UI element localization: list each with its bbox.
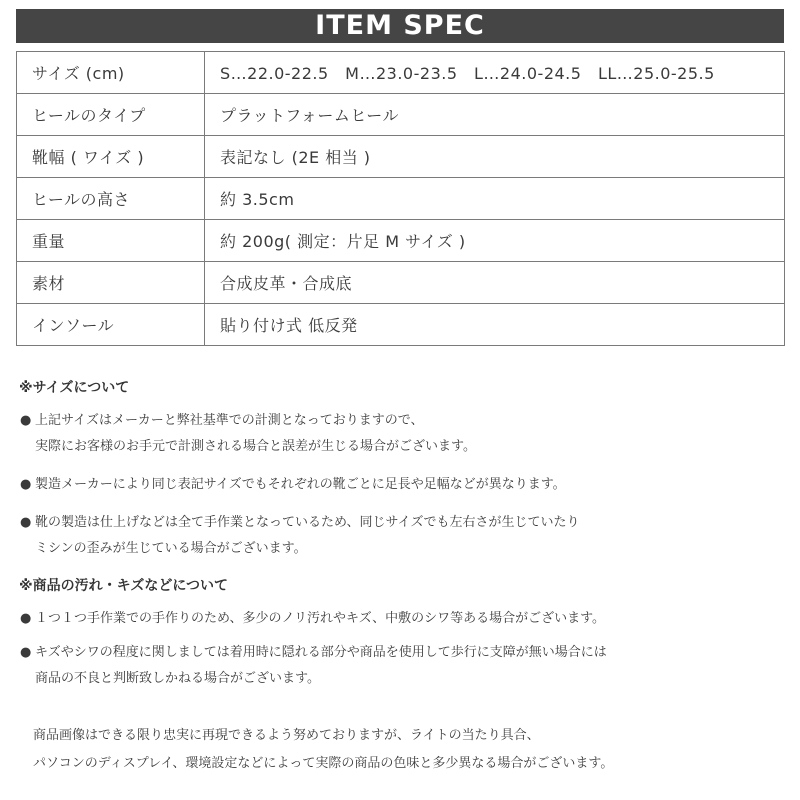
spec-label: サイズ (cm) [17,52,205,94]
spec-row-heel-height [17,178,785,220]
spec-label: ヒールの高さ [17,178,205,220]
spec-row-size [17,52,785,94]
bullet-icon: ● [20,515,32,530]
note-line: 実際にお客様のお手元で計測される場合と誤差が生じる場合がございます。 [35,439,476,454]
spec-value: 表記なし (2E 相当 ) [205,136,785,178]
spec-label: ヒールのタイプ [17,94,205,136]
closing-line: パソコンのディスプレイ、環境設定などによって実際の商品の色味と多少異なる場合がございます。 [33,756,614,771]
spec-value: 約 3.5cm [205,178,785,220]
spec-row-weight [17,220,785,262]
spec-value: 合成皮革・合成底 [205,262,785,304]
note-line: キズやシワの程度に関しましては着用時に隠れる部分や商品を使用して歩行に支障が無い場合には [35,645,607,660]
list-item [19,408,789,460]
list-item [19,640,789,692]
note-line: 商品の不良と判断致しかねる場合がございます。 [35,671,320,686]
notes-section [19,376,789,778]
spec-label: 靴幅 ( ワイズ ) [17,136,205,178]
note-line: ミシンの歪みが生じている場合がございます。 [35,541,307,556]
spec-label: 素材 [17,262,205,304]
spec-row-insole [17,304,785,346]
list-item [19,472,789,498]
item-spec-banner: ITEM SPEC [16,9,784,43]
note-line: １つ１つ手作業での手作りのため、多少のノリ汚れやキズ、中敷のシワ等ある場合がございます。 [35,611,606,626]
note-line: 製造メーカーにより同じ表記サイズでもそれぞれの靴ごとに足長や足幅などが異なります。 [35,477,566,492]
spec-row-material [17,262,785,304]
closing-line: 商品画像はできる限り忠実に再現できるよう努めておりますが、ライトの当たり具合、 [33,728,540,743]
bullet-icon: ● [20,645,32,660]
spec-value: S…22.0-22.5 M…23.0-23.5 L…24.0-24.5 LL…25.0-25.5 [205,52,785,94]
spec-row-heel-type [17,94,785,136]
spec-label: 重量 [17,220,205,262]
bullet-icon: ● [20,413,32,428]
spec-table [16,51,785,346]
list-item [19,606,789,632]
spec-row-width [17,136,785,178]
bullet-icon: ● [20,477,32,492]
note-line: 靴の製造は仕上げなどは全て手作業となっているため、同じサイズでも左右さが生じていたり [35,515,580,530]
note-line: 上記サイズはメーカーと弊社基準での計測となっておりますので、 [35,413,424,428]
bullet-icon: ● [20,611,32,626]
list-item [19,510,789,562]
size-notes-heading: ※サイズについて [19,380,130,396]
spec-value: 貼り付け式 低反発 [205,304,785,346]
spec-value: 約 200g( 測定：片足 M サイズ ) [205,220,785,262]
closing-paragraph [19,722,789,778]
spec-label: インソール [17,304,205,346]
spec-value: プラットフォームヒール [205,94,785,136]
damage-notes-heading: ※商品の汚れ・キズなどについて [19,578,229,594]
